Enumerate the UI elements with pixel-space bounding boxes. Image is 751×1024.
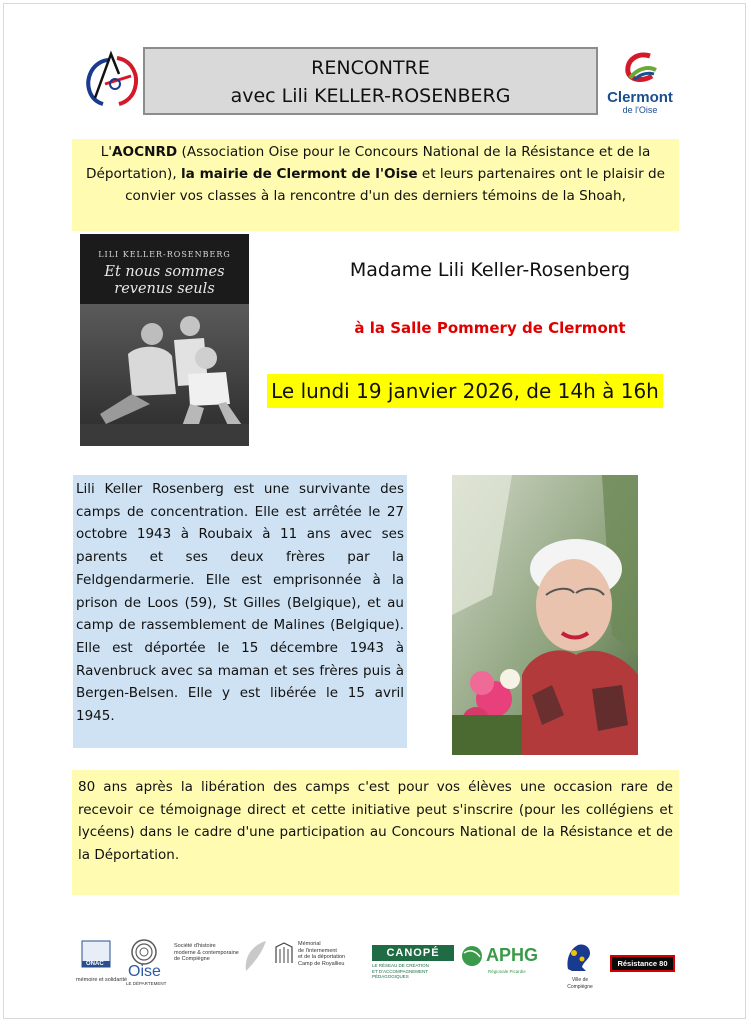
clermont-logo	[604, 50, 676, 118]
oise-sub: LE DÉPARTEMENT	[126, 981, 167, 986]
societe-line-2: moderne & contemporaine	[174, 949, 239, 956]
intro-org: AOCNRD	[112, 144, 178, 160]
memorial-line-3: et de la déportation	[298, 954, 346, 960]
event-venue: à la Salle Pommery de Clermont	[354, 319, 626, 337]
canope-sub-1: LE RÉSEAU DE CRÉATION	[372, 963, 429, 968]
memorial-icon	[274, 941, 294, 965]
conclusion-paragraph: 80 ans après la libération des camps c'est pour vos élèves une occasion rare de recevoir ce témoignage direct et cette initiative peut s'inscrire (pour les collégiens et lycéens) dans le cadre d'une participation au Concours National de la Résistance et de la Déportation.	[72, 770, 679, 895]
societe-line-3: de Compiègne	[174, 956, 210, 962]
aphg-sub: Régionale Picardie	[488, 969, 526, 974]
compiegne-logo	[560, 939, 600, 989]
feather-icon	[240, 939, 270, 973]
lion-icon	[560, 939, 596, 973]
book-title	[80, 264, 249, 298]
resistance-80-logo: Résistance 80	[610, 955, 675, 972]
oise-text: Oise	[128, 963, 161, 980]
clermont-logo-name: Clermont	[607, 89, 673, 106]
compiegne-line-2: Compiègne	[567, 983, 593, 990]
aphg-text: APHG	[486, 945, 539, 965]
partner-logos	[70, 935, 690, 990]
aphg-globe-icon	[460, 943, 484, 969]
portrait-photo	[452, 475, 638, 755]
children-photo	[80, 304, 249, 446]
title-line-1: RENCONTRE	[311, 57, 430, 79]
aocnrd-logo	[83, 50, 141, 108]
intro-text-3: et leurs partenaires ont le plaisir de convier vos classes à la rencontre d'un des derniers témoins de la Shoah,	[125, 166, 666, 204]
aphg-logo	[460, 943, 542, 987]
guest-name: Madame Lili Keller-Rosenberg	[349, 259, 631, 281]
onac-sub: mémoire et solidarité	[76, 977, 128, 983]
societe-line-1: Société d'histoire	[174, 943, 216, 949]
onac-text: ONAC	[86, 961, 104, 967]
intro-mairie: la mairie de Clermont de l'Oise	[181, 166, 418, 182]
canope-text: CANOPÉ	[372, 945, 454, 961]
canope-logo	[372, 945, 454, 985]
biography-paragraph: Lili Keller Rosenberg est une survivante des camps de concentration. Elle est arrêtée le 27 octobre 1943 à Roubaix à 11 ans avec ses parents et ses deux frères par la Feldgendarmerie. Elle est emprisonnée à la prison de Loos (59), St Gilles (Belgique), et au camp de rassemblement de Malines (Belgique). Elle est déportée le 15 décembre 1943 à Ravenbruck avec sa maman et ses frères puis à Bergen-Belsen. Elle y est libérée le 15 avril 1945.	[73, 475, 407, 748]
intro-paragraph	[72, 139, 679, 231]
title-box	[143, 47, 598, 115]
intro-text-1: L'	[100, 144, 113, 160]
clermont-swoosh-icon	[620, 50, 660, 84]
book-title-line-1: Et nous sommes	[104, 264, 225, 280]
book-author: LILI KELLER-ROSENBERG	[98, 250, 231, 259]
book-cover	[80, 234, 249, 446]
oise-logo	[126, 937, 166, 987]
clermont-logo-sub: de l'Oise	[622, 105, 658, 115]
event-date: Le lundi 19 janvier 2026, de 14h à 16h	[267, 374, 663, 408]
compiegne-line-1: Ville de	[571, 977, 589, 983]
memorial-line-2: de l'internement	[298, 947, 337, 954]
book-title-line-2: revenus seuls	[114, 281, 215, 297]
onac-logo	[76, 937, 128, 987]
canope-sub-2: ET D'ACCOMPAGNEMENT PÉDAGOGIQUES	[372, 968, 428, 979]
memorial-line-1: Mémorial	[298, 941, 321, 947]
intro-text-2: (Association Oise pour le Concours National de la Résistance et de la Déportation),	[85, 144, 651, 182]
memorial-line-4: Camp de Royallieu	[298, 960, 345, 967]
title-line-2: avec Lili KELLER-ROSENBERG	[230, 85, 511, 107]
